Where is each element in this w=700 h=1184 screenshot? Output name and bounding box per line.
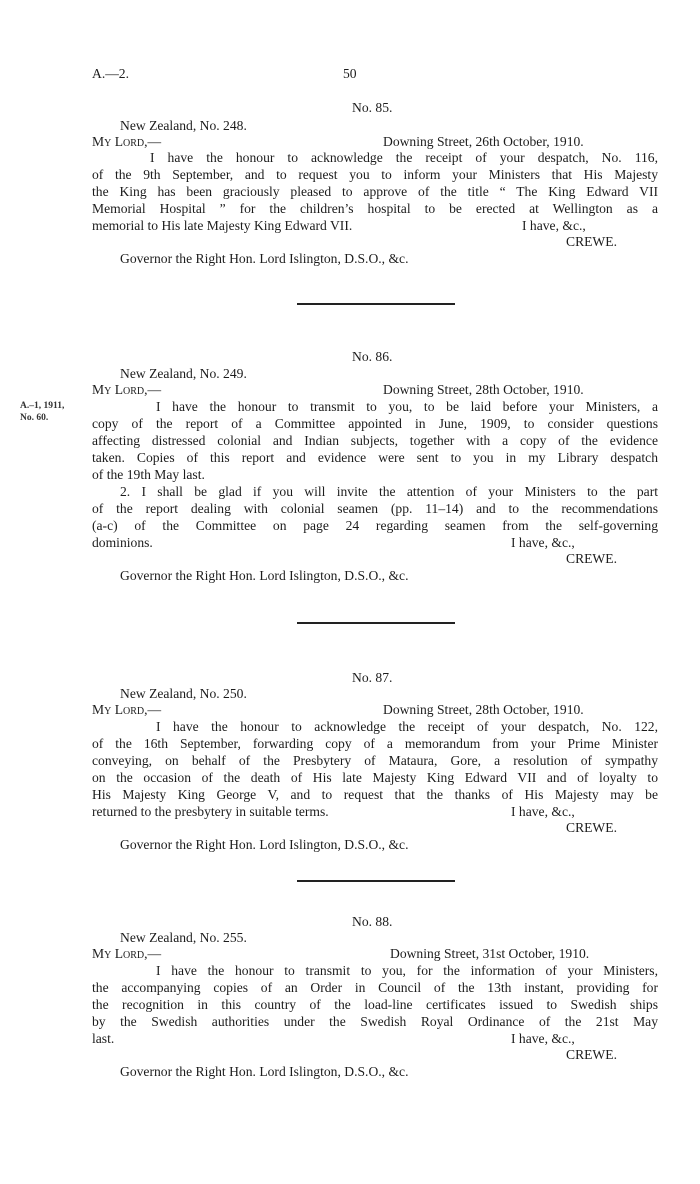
salutation: My Lord,—	[92, 702, 162, 717]
despatch-reference: New Zealand, No. 249.	[120, 366, 247, 381]
margin-note: A.–1, 1911,	[20, 401, 65, 411]
section-divider	[297, 303, 455, 305]
addressee: Governor the Right Hon. Lord Islington, D.S.O., &c.	[120, 568, 409, 583]
body-line: I have the honour to transmit to you, for the information of your Ministers,	[156, 963, 658, 978]
body-line: the recognition in this country of the load-line certificates issued to Swedish ships	[92, 997, 658, 1012]
series-label: A.—2.	[92, 66, 130, 81]
section-divider	[297, 880, 455, 882]
despatch-number: No. 85.	[352, 100, 393, 115]
body-line: His Majesty King George V, and to request that the thanks of His Majesty may be	[92, 787, 658, 802]
body-line: the accompanying copies of an Order in Council of the 13th instant, providing for	[92, 980, 658, 995]
body-line: copy of the report of a Committee appointed in June, 1909, to consider questions	[92, 416, 658, 431]
signature: CREWE.	[566, 820, 617, 835]
body-line: of the 19th May last.	[92, 467, 205, 482]
body-line: of the 16th September, forwarding copy of a memorandum from your Prime Minister	[92, 736, 658, 751]
salutation: My Lord,—	[92, 382, 162, 397]
body-line: I have the honour to acknowledge the receipt of your despatch, No. 122,	[156, 719, 658, 734]
body-line: dominions.	[92, 535, 153, 550]
salutation: My Lord,—	[92, 134, 162, 149]
body-line: I have the honour to transmit to you, to be laid before your Ministers, a	[156, 399, 658, 414]
page-number: 50	[343, 66, 357, 81]
salutation: My Lord,—	[92, 946, 162, 961]
place-date: Downing Street, 28th October, 1910.	[383, 382, 584, 397]
body-line: taken. Copies of this report and evidence were sent to you in my Library despatch	[92, 450, 658, 465]
closing: I have, &c.,	[522, 218, 586, 233]
body-line: returned to the presbytery in suitable terms.	[92, 804, 329, 819]
despatch-reference: New Zealand, No. 248.	[120, 118, 247, 133]
place-date: Downing Street, 26th October, 1910.	[383, 134, 584, 149]
closing: I have, &c.,	[511, 1031, 575, 1046]
closing: I have, &c.,	[511, 535, 575, 550]
despatch-reference: New Zealand, No. 250.	[120, 686, 247, 701]
place-date: Downing Street, 31st October, 1910.	[390, 946, 590, 961]
addressee: Governor the Right Hon. Lord Islington, D.S.O., &c.	[120, 251, 409, 266]
body-line: affecting distressed colonial and Indian subjects, together with a copy of the evidence	[92, 433, 658, 448]
body-line: by the Swedish authorities under the Swedish Royal Ordinance of the 21st May	[92, 1014, 658, 1029]
body-line: last.	[92, 1031, 115, 1046]
body-line: Memorial Hospital ” for the children’s hospital to be erected at Wellington as a	[92, 201, 658, 216]
body-line: on the occasion of the death of His late Majesty King Edward VII and of loyalty to	[92, 770, 658, 785]
signature: CREWE.	[566, 1047, 617, 1062]
body-line: 2. I shall be glad if you will invite the attention of your Ministers to the part	[120, 484, 658, 499]
section-divider	[297, 622, 455, 624]
signature: CREWE.	[566, 234, 617, 249]
despatch-number: No. 88.	[352, 914, 393, 929]
despatch-number: No. 87.	[352, 670, 393, 685]
body-line: of the 9th September, and to request you to inform your Ministers that His Majesty	[92, 167, 658, 182]
signature: CREWE.	[566, 551, 617, 566]
body-line: the King has been graciously pleased to approve of the title “ The King Edward VII	[92, 184, 658, 199]
body-line: conveying, on behalf of the Presbytery of Mataura, Gore, a resolution of sympathy	[92, 753, 658, 768]
addressee: Governor the Right Hon. Lord Islington, D.S.O., &c.	[120, 837, 409, 852]
margin-note: No. 60.	[20, 413, 49, 423]
addressee: Governor the Right Hon. Lord Islington, D.S.O., &c.	[120, 1064, 409, 1079]
place-date: Downing Street, 28th October, 1910.	[383, 702, 584, 717]
body-line: I have the honour to acknowledge the receipt of your despatch, No. 116,	[150, 150, 658, 165]
body-line: (a-c) of the Committee on page 24 regarding seamen from the self-governing	[92, 518, 658, 533]
body-line: memorial to His late Majesty King Edward VII.	[92, 218, 353, 233]
despatch-number: No. 86.	[352, 349, 393, 364]
body-line: of the report dealing with colonial seamen (pp. 11–14) and to the recommendations	[92, 501, 658, 516]
despatch-reference: New Zealand, No. 255.	[120, 930, 247, 945]
closing: I have, &c.,	[511, 804, 575, 819]
